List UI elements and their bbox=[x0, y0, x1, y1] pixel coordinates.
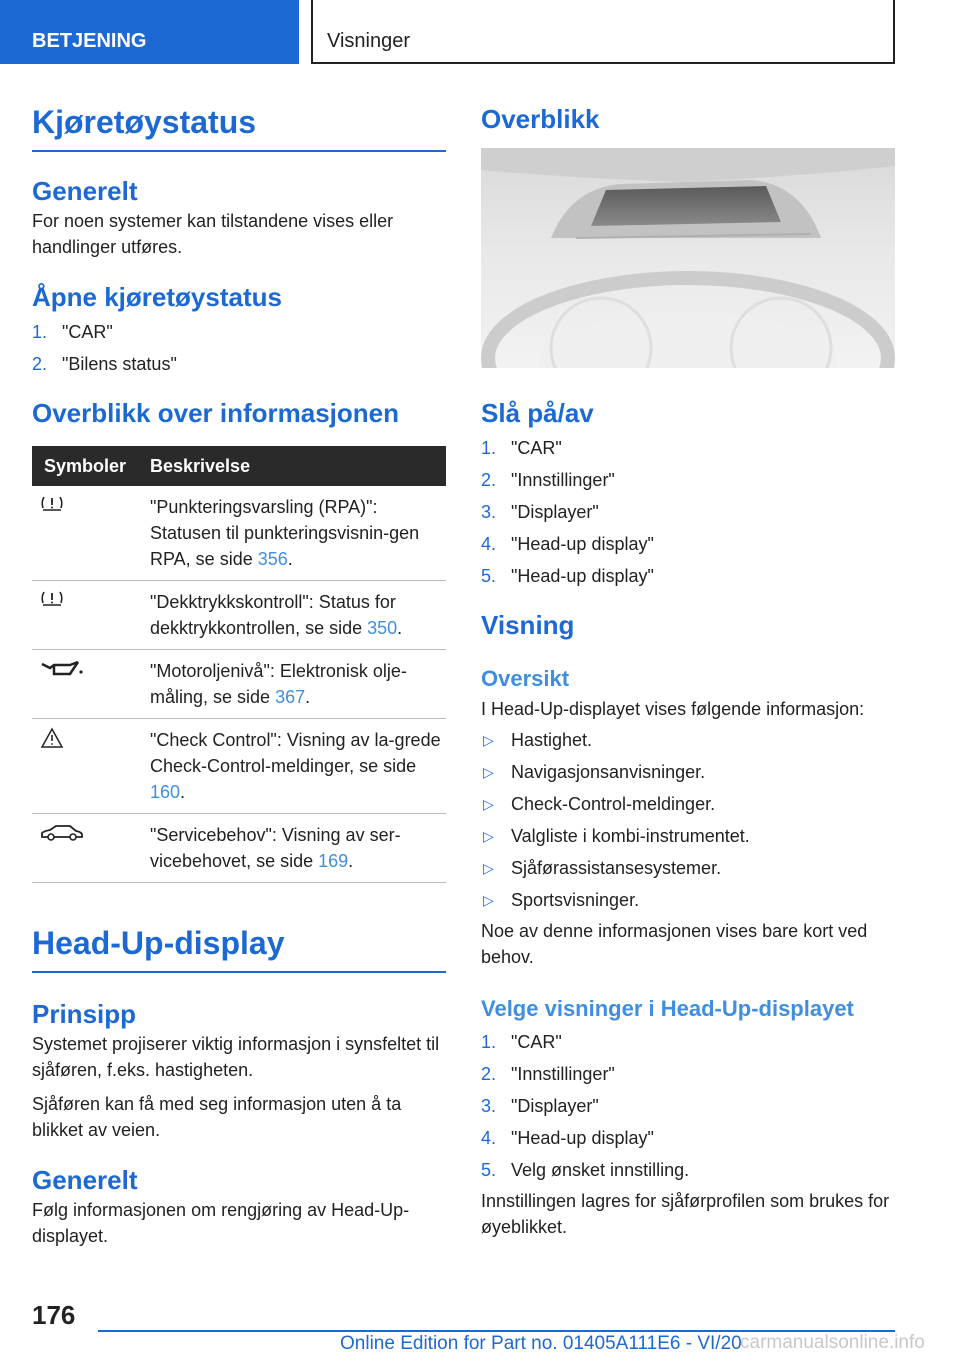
list-item: 1. "CAR" bbox=[32, 322, 113, 342]
page-reference-link[interactable]: 160 bbox=[150, 782, 181, 802]
list-item: 1. "CAR" bbox=[481, 438, 562, 458]
heading-sla-pa-av: Slå på/av bbox=[481, 398, 594, 428]
list-item: ▷ Sjåførassistansesystemer. bbox=[481, 852, 895, 884]
table-row: "Punkteringsvarsling (RPA)": Statusen til punkteringsvisnin-gen RPA, se side 356. bbox=[32, 486, 446, 581]
paragraph-kort: Noe av denne informasjonen vises bare kort ved behov. bbox=[481, 921, 868, 967]
page-reference-link[interactable]: 356 bbox=[257, 549, 288, 569]
heading-oversikt: Oversikt bbox=[481, 666, 570, 691]
heading-rule bbox=[32, 150, 446, 152]
right-column bbox=[481, 104, 895, 1240]
page-reference-link[interactable]: 169 bbox=[318, 851, 349, 871]
list-item: 5. Velg ønsket innstilling. bbox=[481, 1160, 690, 1180]
heading-head-up-display: Head-Up-display bbox=[32, 925, 285, 961]
heading-generelt: Generelt bbox=[32, 176, 138, 206]
heading-generelt-2: Generelt bbox=[32, 1165, 138, 1195]
table-header-symboler: Symboler bbox=[32, 446, 150, 486]
table-row: "Dekktrykkskontroll": Status for dekktrykkontrollen, se side 350. bbox=[32, 581, 446, 650]
table-cell-text: "Dekktrykkskontroll": Status for dekktrykkontrollen, se side bbox=[150, 592, 396, 638]
list-item: 2. "Bilens status" bbox=[32, 354, 177, 374]
list-item: 1. "CAR" bbox=[481, 1032, 562, 1052]
heading-apne: Åpne kjøretøystatus bbox=[32, 282, 282, 312]
left-column bbox=[32, 104, 446, 1249]
paragraph-generelt: For noen systemer kan tilstandene vises eller handlinger utføres. bbox=[32, 211, 394, 257]
page-number: 176 bbox=[32, 1300, 76, 1330]
paragraph-generelt-2: Følg informasjonen om rengjøring av Head-Up-displayet. bbox=[32, 1200, 410, 1246]
watermark: carmanualsonline.info bbox=[740, 1332, 925, 1353]
heading-visning: Visning bbox=[481, 610, 575, 640]
bullet-triangle-icon: ▷ bbox=[483, 860, 494, 876]
table-cell-text: "Motoroljenivå": Elektronisk olje-måling, se side bbox=[150, 661, 407, 707]
page-reference-link[interactable]: 367 bbox=[275, 687, 306, 707]
list-item: 2. "Innstillinger" bbox=[481, 470, 615, 490]
bullet-triangle-icon: ▷ bbox=[483, 828, 494, 844]
bullet-triangle-icon: ▷ bbox=[483, 796, 494, 812]
bullet-triangle-icon: ▷ bbox=[483, 764, 494, 780]
tire-pressure-warning-icon bbox=[40, 589, 64, 618]
list-item: ▷ Hastighet. bbox=[481, 724, 895, 756]
heading-overblikk: Overblikk bbox=[481, 104, 600, 134]
list-apne bbox=[32, 316, 446, 380]
bullet-triangle-icon: ▷ bbox=[483, 732, 494, 748]
heading-velge-visninger: Velge visninger i Head-Up-displayet bbox=[481, 996, 854, 1021]
table-cell-text: "Punkteringsvarsling (RPA)": Statusen til punkteringsvisnin-gen RPA, se side bbox=[150, 497, 420, 569]
section-tab: BETJENING bbox=[0, 0, 299, 64]
heading-overblikk-info: Overblikk over informasjonen bbox=[32, 398, 400, 428]
list-item: ▷ Navigasjonsanvisninger. bbox=[481, 756, 895, 788]
list-item: 3. "Displayer" bbox=[481, 1096, 599, 1116]
heading-rule bbox=[32, 971, 446, 973]
chapter-title: Visninger bbox=[311, 0, 895, 64]
tire-pressure-warning-icon bbox=[40, 494, 64, 523]
heading-kjoretoystatus: Kjøretøystatus bbox=[32, 104, 257, 140]
list-item: ▷ Check-Control-meldinger. bbox=[481, 788, 895, 820]
list-item: ▷ Sportsvisninger. bbox=[481, 884, 895, 916]
paragraph-prinsipp: Systemet projiserer viktig informasjon i synsfeltet til sjåføren, f.eks. hastigheten. bbox=[32, 1034, 440, 1080]
table-row: "Motoroljenivå": Elektronisk olje-måling, se side 367. bbox=[32, 650, 446, 719]
paragraph-lagres: Innstillingen lagres for sjåførprofilen som brukes for øyeblikket. bbox=[481, 1191, 890, 1237]
list-sla bbox=[481, 432, 895, 592]
table-cell-text: "Servicebehov": Visning av ser-vicebehovet, se side bbox=[150, 825, 401, 871]
hud-photo bbox=[481, 148, 895, 368]
table-header-beskrivelse: Beskrivelse bbox=[150, 446, 446, 486]
paragraph-prinsipp-2: Sjåføren kan få med seg informasjon uten å ta blikket av veien. bbox=[32, 1094, 402, 1140]
bullet-triangle-icon: ▷ bbox=[483, 892, 494, 908]
list-item: ▷ Valgliste i kombi-instrumentet. bbox=[481, 820, 895, 852]
page-reference-link[interactable]: 350 bbox=[367, 618, 398, 638]
list-oversikt bbox=[481, 724, 895, 916]
symbol-table bbox=[32, 446, 446, 883]
list-item: 4. "Head-up display" bbox=[481, 1128, 654, 1148]
table-row: "Check Control": Visning av la-grede Check-Control-meldinger, se side 160. bbox=[32, 719, 446, 814]
heading-prinsipp: Prinsipp bbox=[32, 999, 137, 1029]
car-service-icon bbox=[40, 822, 84, 851]
list-velge bbox=[481, 1026, 895, 1186]
list-item: 5. "Head-up display" bbox=[481, 566, 654, 586]
table-row: "Servicebehov": Visning av ser-vicebehovet, se side 169. bbox=[32, 814, 446, 883]
table-cell-text: "Check Control": Visning av la-grede Check-Control-meldinger, se side bbox=[150, 730, 441, 776]
list-item: 2. "Innstillinger" bbox=[481, 1064, 615, 1084]
paragraph-oversikt: I Head-Up-displayet vises følgende informasjon: bbox=[481, 699, 865, 719]
list-item: 4. "Head-up display" bbox=[481, 534, 654, 554]
warning-triangle-icon bbox=[40, 727, 64, 756]
footer-edition: Online Edition for Part no. 01405A111E6 - VI/20 bbox=[340, 1333, 742, 1354]
oil-can-icon bbox=[40, 658, 84, 687]
list-item: 3. "Displayer" bbox=[481, 502, 599, 522]
